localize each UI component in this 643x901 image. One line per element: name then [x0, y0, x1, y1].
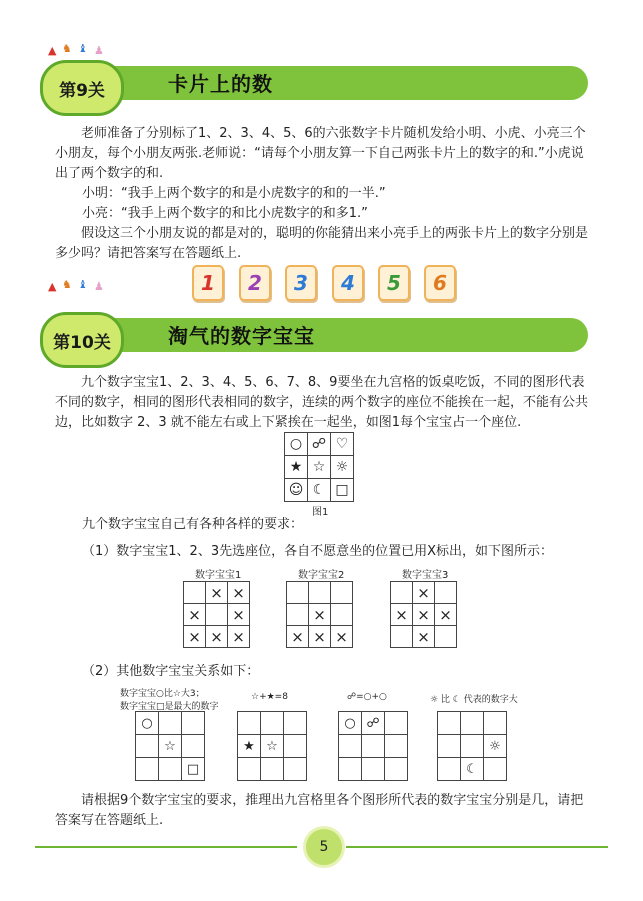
decoration-icon: ♞ — [62, 42, 72, 55]
relation-grid — [135, 711, 205, 781]
grid-cell — [331, 604, 353, 626]
grid-cell: ☼ — [484, 735, 507, 758]
level-10-banner — [40, 312, 588, 356]
grid-cell — [238, 758, 261, 781]
grid-cell: × — [184, 604, 206, 626]
grid-cell: × — [413, 604, 435, 626]
grid-cell — [238, 712, 261, 735]
grid-cell: ★ — [238, 735, 261, 758]
grid-cell — [391, 582, 413, 604]
baby-grid — [390, 581, 457, 648]
decoration-icon: ♟ — [94, 280, 104, 293]
grid-cell: × — [413, 582, 435, 604]
grid-cell — [287, 604, 309, 626]
grid-cell — [385, 735, 408, 758]
grid-cell — [385, 758, 408, 781]
decoration-icon: ♞ — [62, 278, 72, 291]
grid-cell: ☆ — [308, 456, 331, 479]
grid-cell — [438, 735, 461, 758]
baby-grid-label: 数字宝宝3 — [402, 570, 449, 581]
baby-grid — [286, 581, 353, 648]
grid-cell — [484, 758, 507, 781]
grid-cell — [385, 712, 408, 735]
grid-cell — [309, 582, 331, 604]
grid-cell: ☆ — [159, 735, 182, 758]
grid-cell — [284, 758, 307, 781]
banner-bar — [80, 66, 588, 100]
grid-cell — [339, 758, 362, 781]
grid-cell — [261, 712, 284, 735]
grid-cell — [438, 712, 461, 735]
grid-cell: × — [206, 582, 228, 604]
grid-cell — [461, 735, 484, 758]
relation-label: ☼ 比 ☾ 代表的数字大 — [430, 695, 518, 705]
baby-grid — [183, 581, 250, 648]
grid-cell — [461, 712, 484, 735]
grid-cell: × — [413, 626, 435, 648]
grid-cell — [438, 758, 461, 781]
relation-grid — [338, 711, 408, 781]
footer-line-left — [35, 846, 297, 848]
relation-grid — [437, 711, 507, 781]
grid-cell — [484, 712, 507, 735]
grid-cell — [284, 712, 307, 735]
grid-cell: ○ — [136, 712, 159, 735]
grid-cell: × — [331, 626, 353, 648]
closing-instruction: 请根据9个数字宝宝的要求，推理出九宫格里各个图形所代表的数字宝宝分别是几，请把答案写在答题纸上. — [55, 793, 584, 828]
grid-cell: ☍ — [308, 433, 331, 456]
grid-cell — [206, 604, 228, 626]
relation-grid — [237, 711, 307, 781]
relation-label: ☆+★=8 — [251, 692, 288, 702]
grid-cell: ♡ — [331, 433, 354, 456]
grid-cell — [159, 758, 182, 781]
grid-cell: × — [309, 626, 331, 648]
relation-label: 数字宝宝□是最大的数字 — [120, 702, 219, 712]
level-10-intro: 九个数字宝宝1、2、3、4、5、6、7、8、9要坐在九宫格的饭桌吃饭，不同的图形代表不同的数字，相同的图形代表相同的数字，连续的两个数字的座位不能挨在一起，不能有公共边，比如数字 2、3 就不能左右或上下紧挨在一起坐，如图1每个宝宝占一个座位. — [55, 375, 589, 430]
grid-cell: ☾ — [308, 479, 331, 502]
grid-cell: × — [228, 604, 250, 626]
grid-cell: × — [206, 626, 228, 648]
level-9-paragraph: 老师准备了分别标了1、2、3、4、5、6的六张数字卡片随机发给小明、小虎、小亮三个小朋友，每个小朋友两张.老师说：“请每个小朋友算一下自己两张卡片上的数字的和.”小虎说出了两个数字的和. — [55, 126, 586, 181]
figure-1-grid — [284, 432, 354, 502]
grid-cell — [362, 735, 385, 758]
grid-cell: ☼ — [331, 456, 354, 479]
grid-cell: × — [184, 626, 206, 648]
page-number: 5 — [303, 826, 345, 868]
grid-cell: ★ — [285, 456, 308, 479]
grid-cell — [159, 712, 182, 735]
grid-cell: ○ — [339, 712, 362, 735]
grid-cell: □ — [182, 758, 205, 781]
grid-cell: ○ — [285, 433, 308, 456]
grid-cell — [184, 582, 206, 604]
grid-cell — [136, 735, 159, 758]
level-badge: 第9关 — [40, 60, 124, 116]
grid-cell: ☺ — [285, 479, 308, 502]
grid-cell: × — [435, 604, 457, 626]
grid-cell — [261, 758, 284, 781]
grid-cell: □ — [331, 479, 354, 502]
baby-grid-label: 数字宝宝2 — [298, 570, 345, 581]
grid-cell — [435, 582, 457, 604]
level-title: 卡片上的数 — [168, 72, 273, 96]
grid-cell — [362, 758, 385, 781]
grid-cell: × — [309, 604, 331, 626]
grid-cell — [136, 758, 159, 781]
number-card: 3 — [285, 265, 317, 301]
level-9-banner — [40, 60, 588, 104]
number-card: 4 — [332, 265, 364, 301]
grid-cell: ☍ — [362, 712, 385, 735]
level-title: 淘气的数字宝宝 — [168, 324, 315, 348]
requirement-2: （2）其他数字宝宝关系如下： — [82, 664, 260, 679]
number-card: 6 — [424, 265, 456, 301]
decoration-icon: ▲ — [48, 44, 57, 57]
decoration-icon: ▲ — [48, 280, 57, 293]
banner-bar — [80, 318, 588, 352]
grid-cell: ☾ — [461, 758, 484, 781]
grid-cell — [391, 626, 413, 648]
grid-cell: ☆ — [261, 735, 284, 758]
grid-cell — [284, 735, 307, 758]
decoration-icon: ♝ — [78, 42, 88, 55]
grid-cell: × — [228, 626, 250, 648]
grid-cell — [435, 626, 457, 648]
decoration-icon: ♟ — [94, 44, 104, 57]
footer-line-right — [346, 846, 608, 848]
grid-cell — [182, 712, 205, 735]
grid-cell: × — [228, 582, 250, 604]
grid-cell: × — [391, 604, 413, 626]
number-card: 5 — [378, 265, 410, 301]
xiaoliang-statement: 小亮：“我手上两个数字的和比小虎数字的和多1.” — [82, 206, 368, 221]
requirements-heading: 九个数字宝宝自己有各种各样的要求： — [82, 517, 304, 532]
relation-label: 数字宝宝○比☆大3； — [120, 689, 205, 699]
grid-cell — [287, 582, 309, 604]
xiaoming-statement: 小明：“我手上两个数字的和是小虎数字的和的一半.” — [82, 186, 386, 201]
grid-cell — [182, 735, 205, 758]
grid-cell: × — [287, 626, 309, 648]
grid-cell — [331, 582, 353, 604]
relation-label: ☍=○+○ — [347, 692, 387, 702]
level-badge: 第10关 — [40, 312, 124, 368]
level-9-question: 假设这三个小朋友说的都是对的，聪明的你能猜出来小亮手上的两张卡片上的数字分别是多少吗？请把答案写在答题纸上. — [55, 226, 589, 261]
baby-grid-label: 数字宝宝1 — [195, 570, 242, 581]
figure-1-caption: 图1 — [312, 507, 329, 518]
grid-cell — [339, 735, 362, 758]
decoration-icon: ♝ — [78, 278, 88, 291]
number-card: 1 — [192, 265, 224, 301]
requirement-1: （1）数字宝宝1、2、3先选座位，各自不愿意坐的位置已用X标出，如下图所示： — [82, 544, 553, 559]
number-card: 2 — [239, 265, 271, 301]
